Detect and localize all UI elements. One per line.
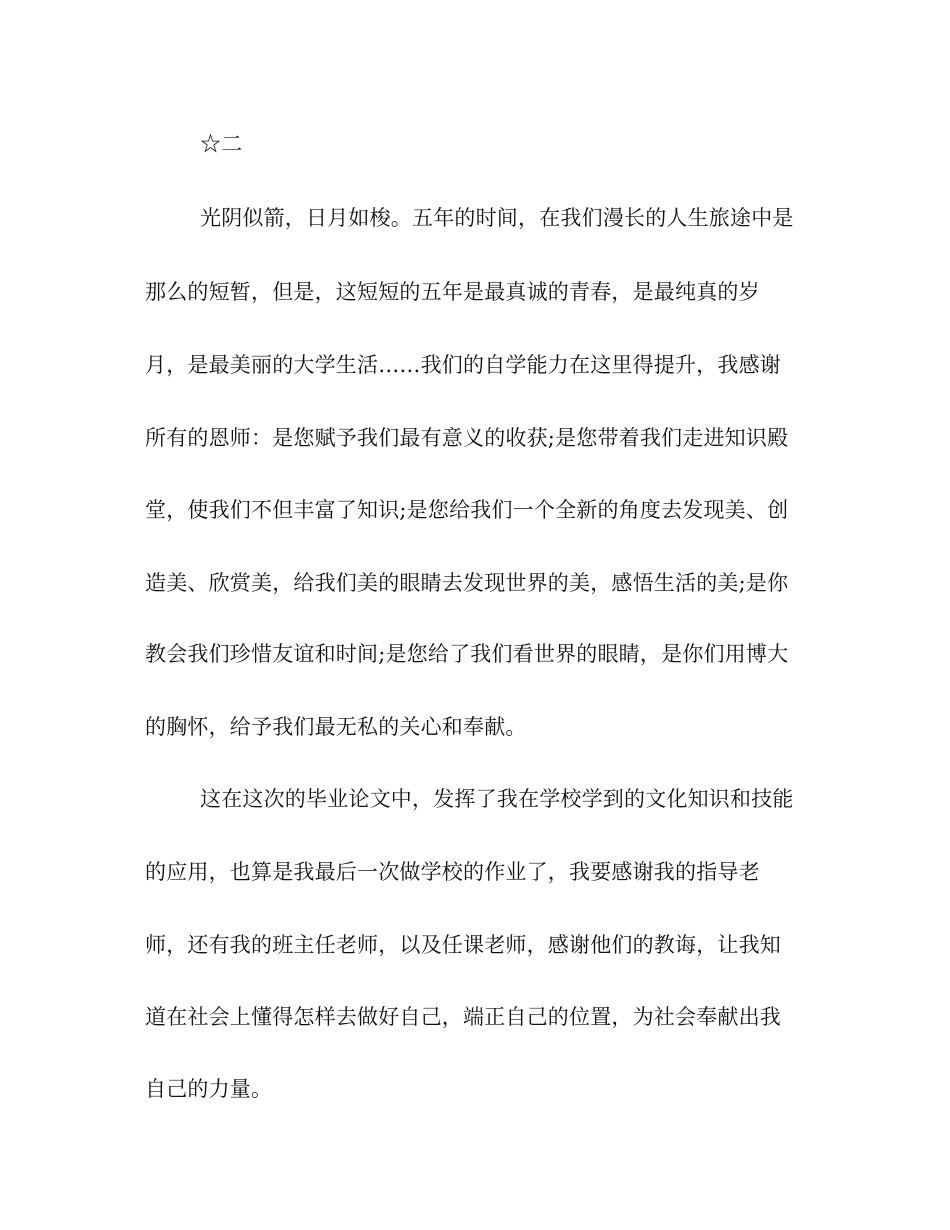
paragraph-line: 师，还有我的班主任老师，以及任课老师，感谢他们的教诲，让我知 bbox=[145, 933, 781, 957]
section-heading: ☆二 bbox=[200, 132, 243, 156]
paragraph-line: 这在这次的毕业论文中，发挥了我在学校学到的文化知识和技能 bbox=[200, 787, 794, 811]
paragraph-line: 教会我们珍惜友谊和时间;是您给了我们看世界的眼睛，是你们用博大 bbox=[145, 642, 789, 666]
paragraph-line: 光阴似箭，日月如梭。五年的时间，在我们漫长的人生旅途中是 bbox=[200, 206, 794, 230]
paragraph-line: 所有的恩师：是您赋予我们最有意义的收获;是您带着我们走进知识殿 bbox=[145, 426, 789, 450]
paragraph-line: 道在社会上懂得怎样去做好自己，端正自己的位置，为社会奉献出我 bbox=[145, 1005, 781, 1029]
paragraph-line: 月，是最美丽的大学生活……我们的自学能力在这里得提升，我感谢 bbox=[145, 353, 781, 377]
paragraph-line: 的胸怀，给予我们最无私的关心和奉献。 bbox=[145, 715, 527, 739]
paragraph-line: 的应用，也算是我最后一次做学校的作业了，我要感谢我的指导老 bbox=[145, 860, 760, 884]
paragraph-line: 堂，使我们不但丰富了知识;是您给我们一个全新的角度去发现美、创 bbox=[145, 498, 789, 522]
paragraph-line: 造美、欣赏美，给我们美的眼睛去发现世界的美，感悟生活的美;是你 bbox=[145, 571, 789, 595]
paragraph-line: 自己的力量。 bbox=[145, 1077, 273, 1101]
paragraph-line: 那么的短暂，但是，这短短的五年是最真诚的青春，是最纯真的岁 bbox=[145, 280, 760, 304]
